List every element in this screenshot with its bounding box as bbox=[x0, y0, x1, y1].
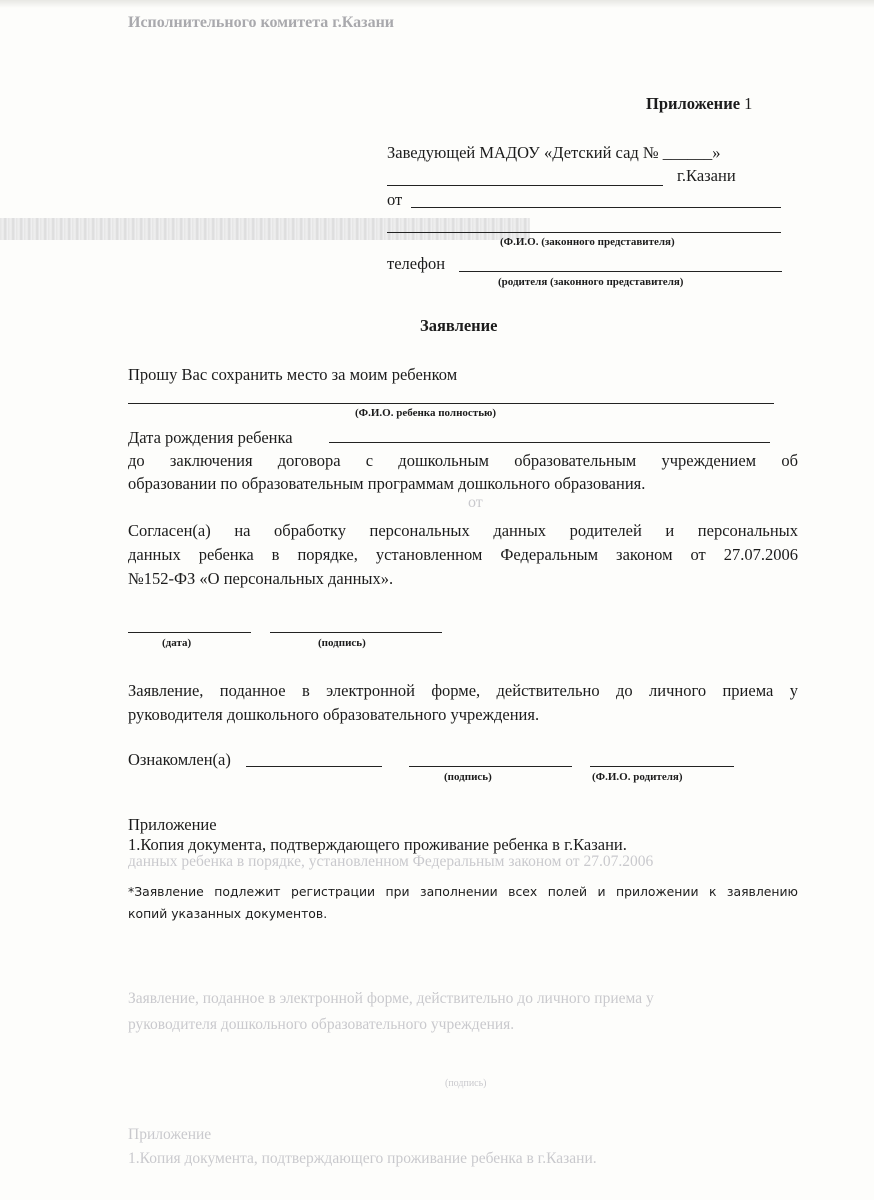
acquainted-line[interactable] bbox=[246, 766, 382, 767]
birth-date-line[interactable] bbox=[329, 442, 770, 443]
from-label: от bbox=[387, 190, 403, 209]
ghost-signature: (подпись) bbox=[445, 1078, 487, 1089]
ghost-copy: 1.Копия документа, подтверждающего проживание ребенка в г.Казани. bbox=[128, 1150, 597, 1167]
acq-signature-line[interactable] bbox=[409, 766, 572, 767]
ghost-ot: от bbox=[468, 494, 483, 511]
addressee-line: Заведующей МАДОУ «Детский сад № ______» bbox=[387, 143, 721, 162]
note-line-2: копий указанных документов. bbox=[128, 906, 328, 921]
consent-line-1: Согласен(а) на обработку персональных данных родителей и персональных bbox=[128, 521, 798, 540]
note-line-1: *Заявление подлежит регистрации при заполнении всех полей и приложении к заявлению bbox=[128, 884, 798, 899]
consent-line-3: №152-ФЗ «О персональных данных». bbox=[128, 569, 394, 588]
date-caption: (дата) bbox=[162, 637, 192, 649]
document-title: Заявление bbox=[420, 316, 498, 335]
fio-caption: (Ф.И.О. (законного представителя) bbox=[500, 236, 675, 248]
phone-label: телефон bbox=[387, 254, 446, 273]
child-name-line[interactable] bbox=[128, 403, 774, 404]
institution-name-line[interactable] bbox=[387, 185, 663, 186]
acq-signature-caption: (подпись) bbox=[444, 771, 492, 783]
applicant-name-line[interactable] bbox=[411, 207, 781, 208]
ghost-header: Исполнительного комитета г.Казани bbox=[128, 14, 395, 31]
page-edge-shadow bbox=[0, 0, 874, 8]
acq-fio-caption: (Ф.И.О. родителя) bbox=[592, 771, 683, 783]
acquainted-label: Ознакомлен(а) bbox=[128, 750, 231, 769]
electronic-line-1: Заявление, поданное в электронной форме, действительно до личного приема у bbox=[128, 681, 798, 700]
request-text: Прошу Вас сохранить место за моим ребенком bbox=[128, 365, 458, 384]
attachment-item: 1.Копия документа, подтверждающего проживание ребенка в г.Казани. bbox=[128, 835, 627, 854]
child-fio-caption: (Ф.И.О. ребенка полностью) bbox=[355, 407, 497, 419]
consent-line-2: данных ребенка в порядке, установленном Федеральным законом от 27.07.2006 bbox=[128, 545, 798, 564]
acq-fio-line[interactable] bbox=[590, 766, 734, 767]
appendix-label-text: Приложение bbox=[646, 94, 741, 113]
signature-caption: (подпись) bbox=[318, 637, 366, 649]
phone-caption: (родителя (законного представителя) bbox=[498, 276, 684, 288]
scan-smudge bbox=[0, 218, 530, 240]
electronic-line-2: руководителя дошкольного образовательного учреждения. bbox=[128, 705, 540, 724]
signature-line[interactable] bbox=[270, 632, 442, 633]
attachment-label: Приложение bbox=[128, 815, 217, 834]
applicant-name-line-2[interactable] bbox=[387, 232, 781, 233]
appendix-number: 1 bbox=[744, 94, 753, 113]
phone-line[interactable] bbox=[459, 271, 782, 272]
term-line-2: образовании по образовательным программам дошкольного образования. bbox=[128, 474, 646, 493]
ghost-electronic-line2: руководителя дошкольного образовательного учреждения. bbox=[128, 1016, 515, 1033]
ghost-attachment: Приложение bbox=[128, 1126, 212, 1143]
ghost-personal-data: данных ребенка в порядке, установленном Федеральным законом от 27.07.2006 bbox=[128, 853, 654, 870]
birth-date-label: Дата рождения ребенка bbox=[128, 428, 293, 447]
term-line-1: до заключения договора с дошкольным образовательным учреждением об bbox=[128, 451, 798, 470]
city: г.Казани bbox=[677, 166, 736, 185]
appendix-label bbox=[646, 94, 752, 114]
date-line[interactable] bbox=[128, 632, 251, 633]
ghost-electronic-line1: Заявление, поданное в электронной форме, действительно до личного приема у bbox=[128, 990, 654, 1007]
